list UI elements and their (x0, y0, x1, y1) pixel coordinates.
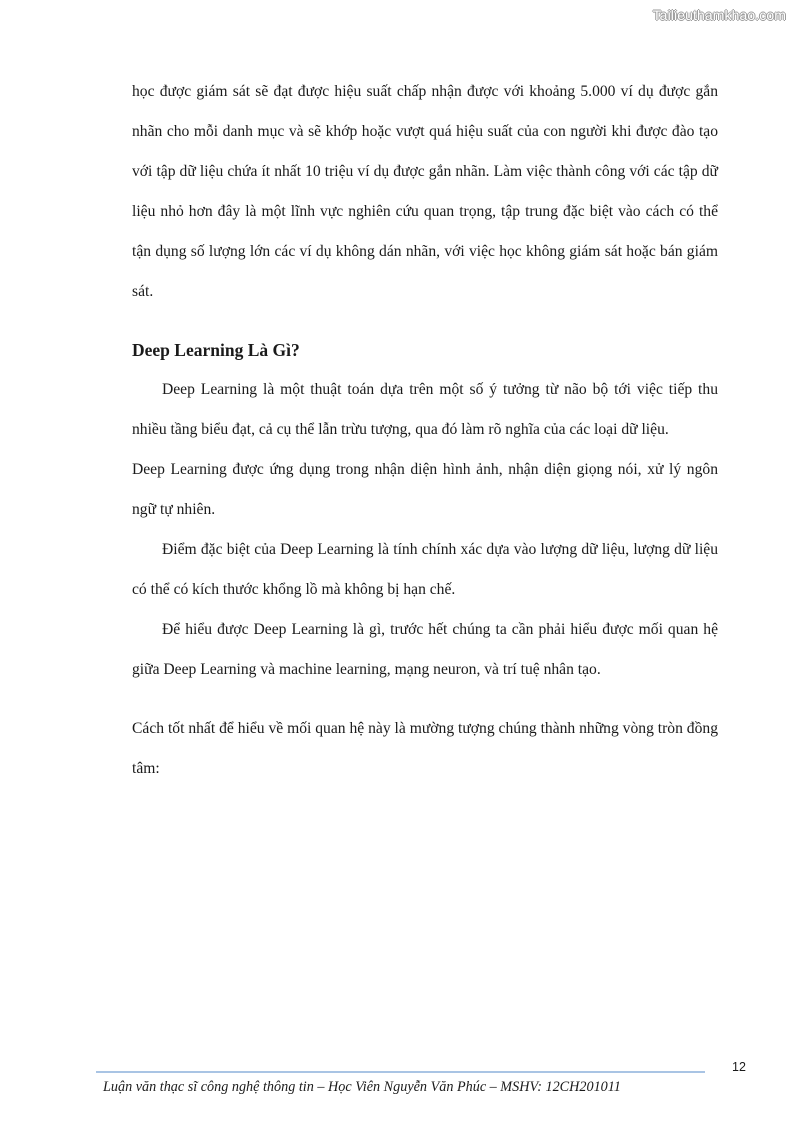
paragraph-concentric-circles: Cách tốt nhất để hiểu về mối quan hệ này là mường tượng chúng thành những vòng tròn đồng tâm: (132, 720, 718, 777)
paragraph-characteristics: Điểm đặc biệt của Deep Learning là tính chính xác dựa vào lượng dữ liệu, lượng dữ liệu có thể có kích thước khổng lồ mà không bị hạn chế. (132, 541, 718, 598)
section-heading: Deep Learning Là Gì? (132, 340, 300, 360)
watermark: Tailieuthamkhao.com (652, 7, 786, 23)
footer-text: Luận văn thạc sĩ công nghệ thông tin – Học Viên Nguyễn Văn Phúc – MSHV: 12CH201011 (103, 1079, 621, 1095)
footer-divider (96, 1071, 705, 1073)
document-body (132, 72, 718, 789)
paragraph-definition: Deep Learning là một thuật toán dựa trên một số ý tưởng từ não bộ tới việc tiếp thu nhiều tầng biểu đạt, cả cụ thể lẫn trừu tượng, qua đó làm rõ nghĩa của các loại dữ liệu. (132, 381, 718, 438)
page-number: 12 (732, 1060, 746, 1074)
paragraph-applications: Deep Learning được ứng dụng trong nhận diện hình ảnh, nhận diện giọng nói, xử lý ngôn ngữ tự nhiên. (132, 461, 718, 518)
paragraph-relationship: Để hiểu được Deep Learning là gì, trước hết chúng ta cần phải hiểu được mối quan hệ giữa Deep Learning và machine learning, mạng neuron, và trí tuệ nhân tạo. (132, 621, 718, 678)
paragraph-intro: học được giám sát sẽ đạt được hiệu suất chấp nhận được với khoảng 5.000 ví dụ được gắn nhãn cho mỗi danh mục và sẽ khớp hoặc vượt quá hiệu suất của con người khi được đào tạo với tập dữ liệu chứa ít nhất 10 triệu ví dụ được gắn nhãn. Làm việc thành công với các tập dữ liệu nhỏ hơn đây là một lĩnh vực nghiên cứu quan trọng, tập trung đặc biệt vào cách có thể tận dụng số lượng lớn các ví dụ không dán nhãn, với việc học không giám sát hoặc bán giám sát. (132, 83, 718, 300)
